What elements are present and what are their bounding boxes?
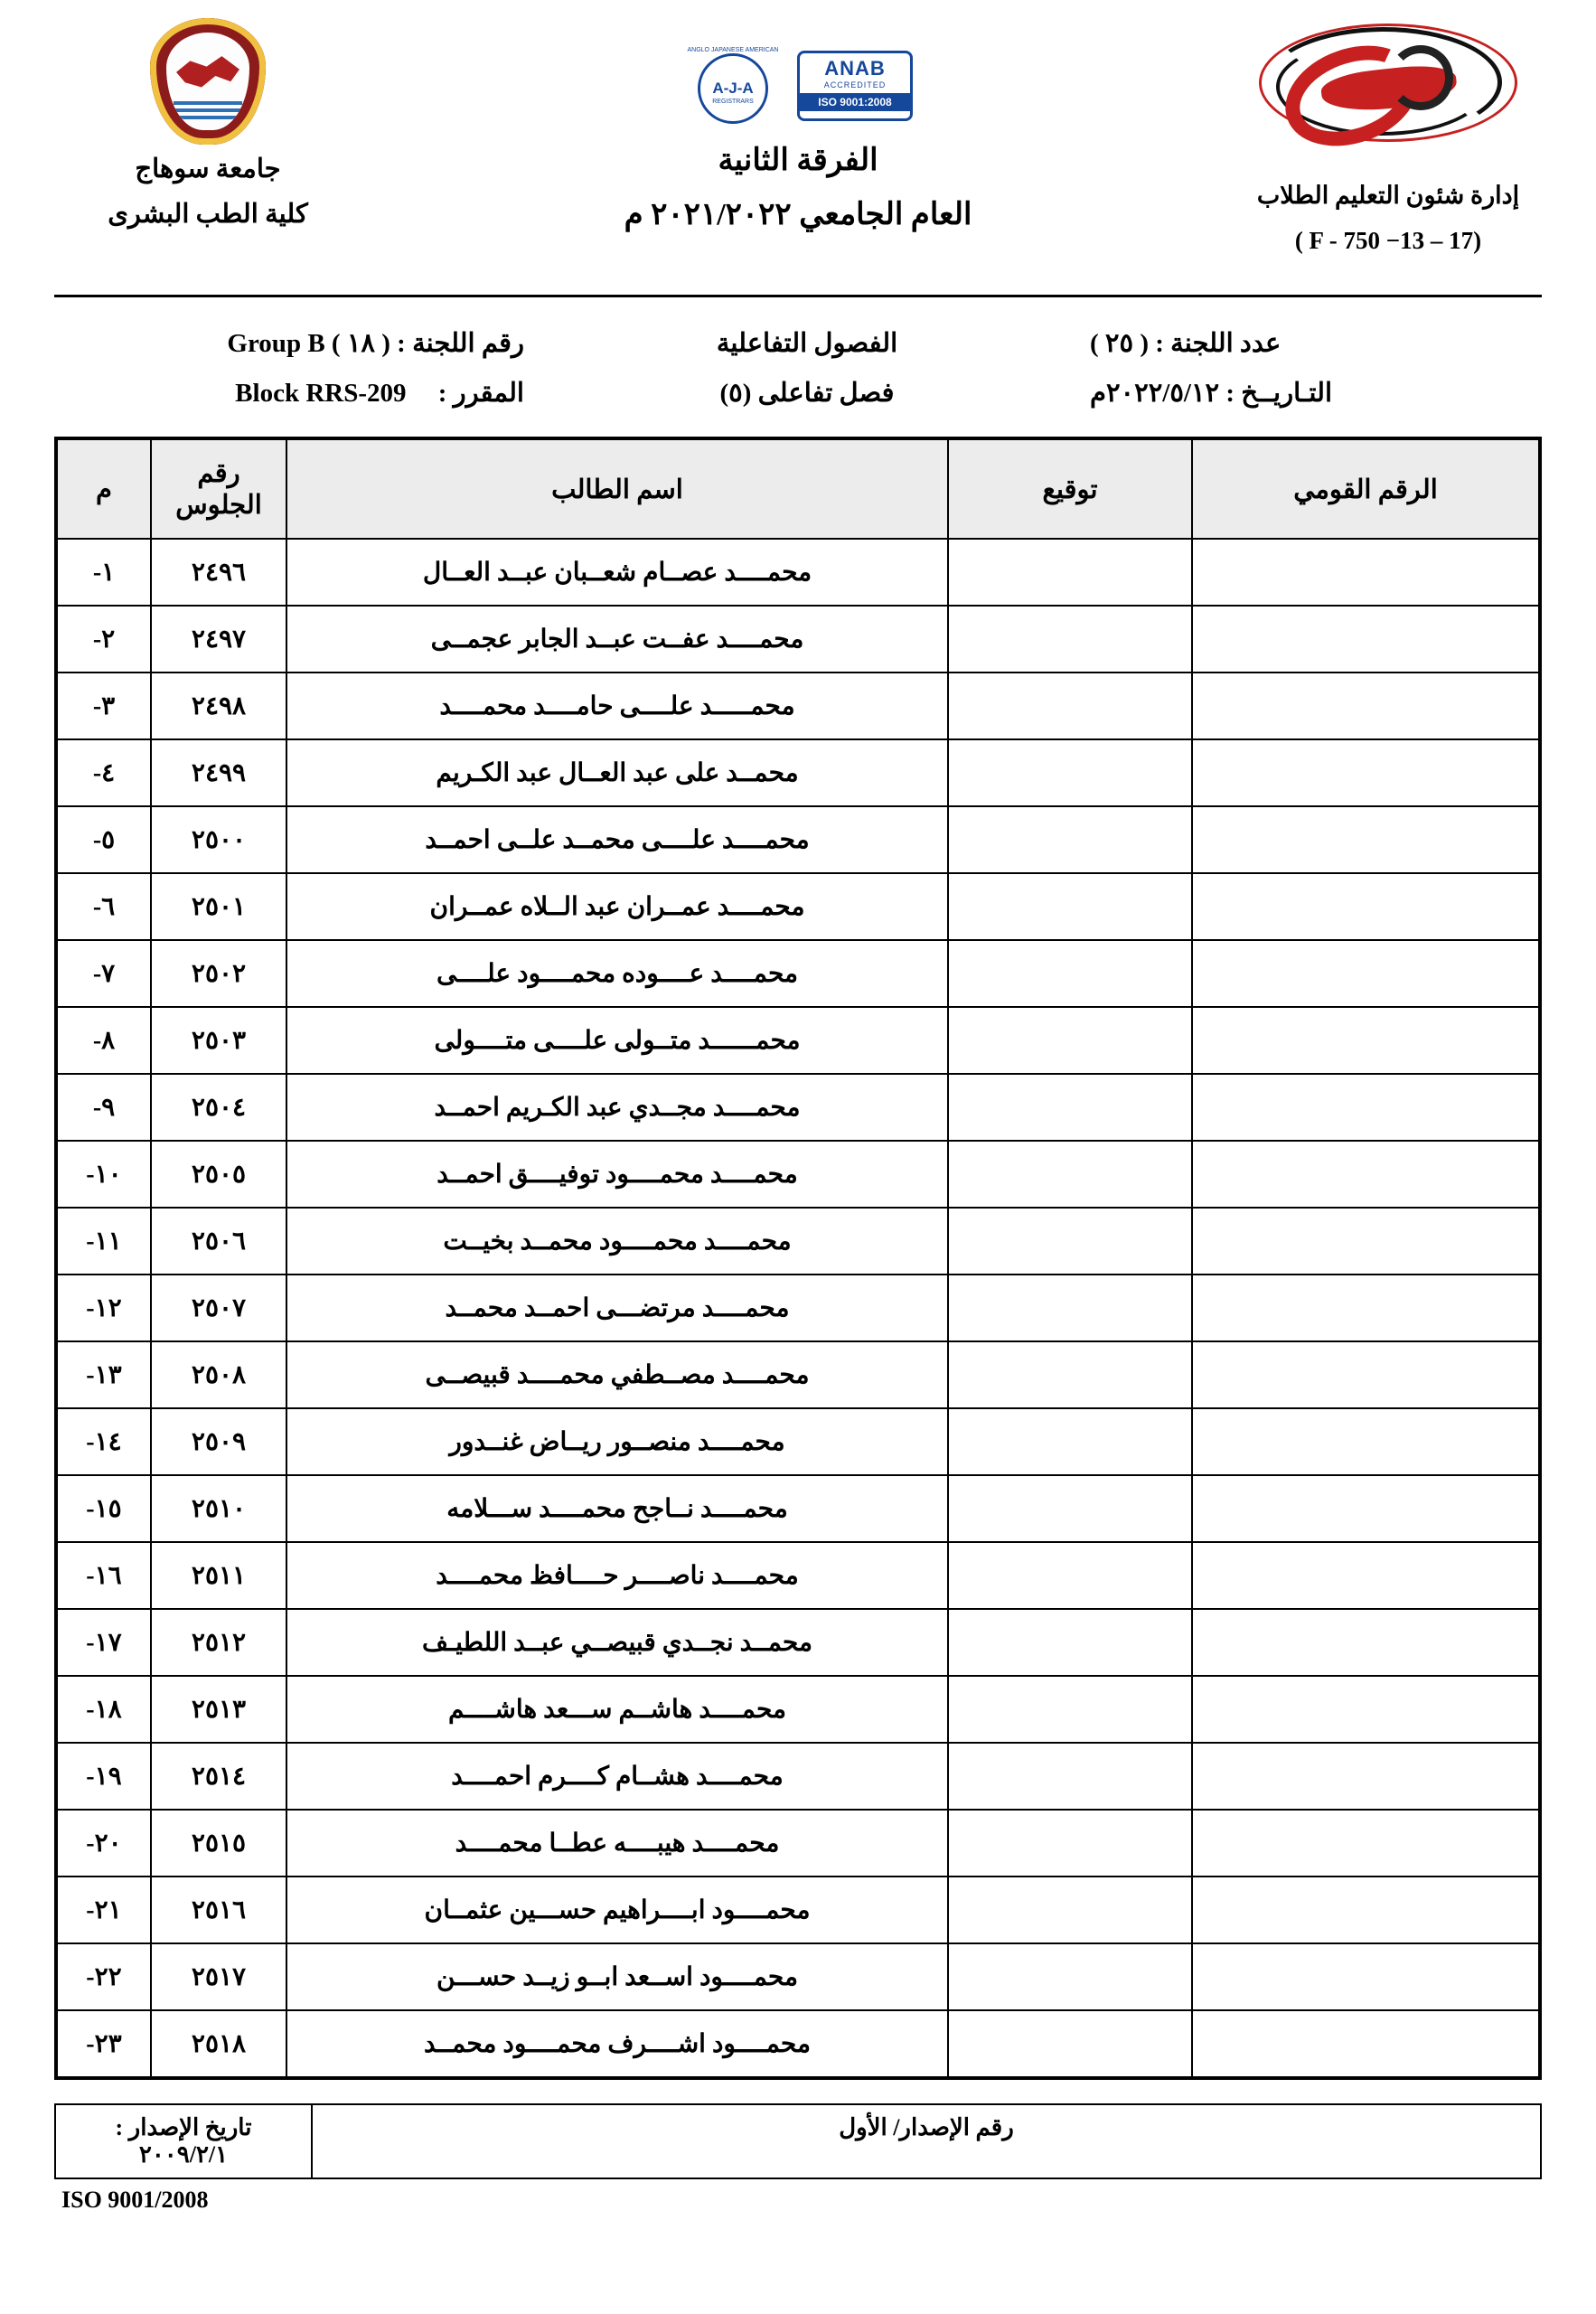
- cell-signature[interactable]: [948, 1676, 1192, 1743]
- cell-student-name: محمــــد محمــــود محمــد بخيــت: [286, 1208, 948, 1275]
- faculty-of-medicine-logo-icon: [1253, 18, 1524, 154]
- cell-signature[interactable]: [948, 873, 1192, 940]
- cell-signature[interactable]: [948, 1275, 1192, 1341]
- aja-badge-caption: ANGLO JAPANESE AMERICAN: [687, 47, 779, 53]
- cell-index: ١٢-: [56, 1275, 151, 1341]
- anab-badge-subtitle: ACCREDITED: [823, 80, 887, 89]
- accreditation-badges: [683, 45, 913, 127]
- cell-signature[interactable]: [948, 1810, 1192, 1877]
- cell-national-id[interactable]: [1192, 1877, 1540, 1943]
- cell-student-name: محمــــد علــــى محمــد علــى احمــد: [286, 806, 948, 873]
- cell-signature[interactable]: [948, 940, 1192, 1007]
- cell-index: ١٣-: [56, 1341, 151, 1408]
- form-code: ( F - 750 −13 – 17): [1294, 226, 1482, 254]
- cell-seat-number: ٢٤٩٧: [151, 606, 286, 673]
- cell-index: ٢-: [56, 606, 151, 673]
- table-row: [56, 1609, 1540, 1676]
- aja-badge-subtitle: REGISTRARS: [712, 99, 754, 105]
- document-footer: [54, 2103, 1542, 2179]
- cell-index: ١٩-: [56, 1743, 151, 1810]
- table-row: [56, 806, 1540, 873]
- cell-seat-number: ٢٥٠٤: [151, 1074, 286, 1141]
- cell-student-name: محمــــد هشــام كــــرم احمــــد: [286, 1743, 948, 1810]
- table-row: [56, 1743, 1540, 1810]
- cell-national-id[interactable]: [1192, 673, 1540, 739]
- cell-signature[interactable]: [948, 1943, 1192, 2010]
- header-right-block: [54, 18, 361, 234]
- cell-national-id[interactable]: [1192, 940, 1540, 1007]
- column-header-index: م: [56, 438, 151, 539]
- students-roster-table: [54, 437, 1542, 2080]
- table-row: [56, 606, 1540, 673]
- cell-seat-number: ٢٥٠١: [151, 873, 286, 940]
- cell-index: ٢٣-: [56, 2010, 151, 2078]
- cell-student-name: محمــــد مصــطفي محمــــد قبيصــى: [286, 1341, 948, 1408]
- cell-seat-number: ٢٥٠٠: [151, 806, 286, 873]
- document-header: [54, 18, 1542, 289]
- info-right-column: [54, 319, 524, 419]
- column-header-signature: توقيع: [948, 438, 1192, 539]
- cell-index: ١٤-: [56, 1408, 151, 1475]
- info-left-column: [1090, 319, 1542, 419]
- table-row: [56, 940, 1540, 1007]
- table-row: [56, 1810, 1540, 1877]
- cell-seat-number: ٢٥١٧: [151, 1943, 286, 2010]
- cell-seat-number: ٢٥١٦: [151, 1877, 286, 1943]
- table-row: [56, 1341, 1540, 1408]
- cell-seat-number: ٢٥١٤: [151, 1743, 286, 1810]
- cell-national-id[interactable]: [1192, 1676, 1540, 1743]
- cell-index: ١٥-: [56, 1475, 151, 1542]
- cell-seat-number: ٢٤٩٨: [151, 673, 286, 739]
- course-code: Block RRS-209: [235, 379, 407, 409]
- committee-number: رقم اللجنة : ( ١٨ ): [331, 329, 524, 358]
- session-detail: فصل تفاعلى (٥): [719, 379, 895, 409]
- cell-student-name: محمــد نجــدي قبيصــي عبــد اللطيـف: [286, 1609, 948, 1676]
- cell-signature[interactable]: [948, 1475, 1192, 1542]
- table-row: [56, 1943, 1540, 2010]
- cell-index: ١٠-: [56, 1141, 151, 1208]
- footer-issue-date: تاريخ الإصدار : ٢٠٠٩/٢/١: [115, 2114, 252, 2168]
- cell-national-id[interactable]: [1192, 539, 1540, 606]
- cell-seat-number: ٢٥١٥: [151, 1810, 286, 1877]
- cell-seat-number: ٢٥١٠: [151, 1475, 286, 1542]
- info-middle-column: [617, 319, 997, 419]
- cell-student-name: محمــــــد متــولى علــــى متــــولى: [286, 1007, 948, 1074]
- cell-student-name: محمــــد ناصــــر حــــافظ محمــــد: [286, 1542, 948, 1609]
- cell-signature[interactable]: [948, 1743, 1192, 1810]
- aja-badge-title: A-J-A: [712, 80, 754, 97]
- cell-student-name: محمــــد هيبــــه عطــا محمــــد: [286, 1810, 948, 1877]
- table-row: [56, 1007, 1540, 1074]
- cell-signature[interactable]: [948, 1408, 1192, 1475]
- cell-signature[interactable]: [948, 1141, 1192, 1208]
- cell-signature[interactable]: [948, 673, 1192, 739]
- cell-index: ٧-: [56, 940, 151, 1007]
- document-title-line1: الفرقة الثانية: [718, 144, 878, 177]
- table-row: [56, 1408, 1540, 1475]
- cell-signature[interactable]: [948, 1877, 1192, 1943]
- cell-signature[interactable]: [948, 1074, 1192, 1141]
- cell-index: ١-: [56, 539, 151, 606]
- document-title-line2: العام الجامعي ٢٠٢١/٢٠٢٢ م: [624, 197, 972, 231]
- cell-signature[interactable]: [948, 1007, 1192, 1074]
- cell-national-id[interactable]: [1192, 806, 1540, 873]
- cell-seat-number: ٢٥١٣: [151, 1676, 286, 1743]
- aja-badge-icon: [683, 45, 783, 127]
- cell-national-id[interactable]: [1192, 606, 1540, 673]
- cell-signature[interactable]: [948, 739, 1192, 806]
- cell-seat-number: ٢٥٠٩: [151, 1408, 286, 1475]
- cell-national-id[interactable]: [1192, 1007, 1540, 1074]
- table-row: [56, 1275, 1540, 1341]
- table-row: [56, 539, 1540, 606]
- university-name: جامعة سوهاج: [135, 155, 281, 183]
- cell-index: ٦-: [56, 873, 151, 940]
- cell-index: ٥-: [56, 806, 151, 873]
- cell-national-id[interactable]: [1192, 1341, 1540, 1408]
- table-row: [56, 873, 1540, 940]
- cell-index: ٩-: [56, 1074, 151, 1141]
- table-row: [56, 1208, 1540, 1275]
- cell-national-id[interactable]: [1192, 1074, 1540, 1141]
- table-row: [56, 1542, 1540, 1609]
- table-row: [56, 1074, 1540, 1141]
- anab-badge-title: ANAB: [824, 57, 886, 80]
- cell-seat-number: ٢٤٩٦: [151, 539, 286, 606]
- cell-signature[interactable]: [948, 1208, 1192, 1275]
- cell-index: ١٧-: [56, 1609, 151, 1676]
- table-row: [56, 1877, 1540, 1943]
- header-center-block: [361, 18, 1235, 241]
- cell-student-name: محمــــد مجــدي عبد الكـريم احمــد: [286, 1074, 948, 1141]
- header-divider: [54, 295, 1542, 297]
- course-label: المقرر :: [437, 379, 524, 409]
- cell-seat-number: ٢٥٠٦: [151, 1208, 286, 1275]
- cell-signature[interactable]: [948, 606, 1192, 673]
- cell-national-id[interactable]: [1192, 1743, 1540, 1810]
- cell-index: ٢١-: [56, 1877, 151, 1943]
- cell-student-name: محمــــد عفــت عبــد الجابر عجمــى: [286, 606, 948, 673]
- committee-count: عدد اللجنة : ( ٢٥ ): [1090, 329, 1281, 358]
- cell-seat-number: ٢٥١٢: [151, 1609, 286, 1676]
- cell-seat-number: ٢٥٠٣: [151, 1007, 286, 1074]
- cell-index: ١٦-: [56, 1542, 151, 1609]
- cell-index: ٢٢-: [56, 1943, 151, 2010]
- cell-student-name: محمــــد نــاجح محمــــد ســـلامه: [286, 1475, 948, 1542]
- cell-national-id[interactable]: [1192, 1275, 1540, 1341]
- cell-student-name: محمــــد عصــام شعــبان عبــد العــال: [286, 539, 948, 606]
- cell-index: ١٨-: [56, 1676, 151, 1743]
- cell-national-id[interactable]: [1192, 1609, 1540, 1676]
- header-left-block: [1235, 18, 1542, 255]
- table-row: [56, 673, 1540, 739]
- cell-national-id[interactable]: [1192, 873, 1540, 940]
- anab-badge-iso: ISO 9001:2008: [800, 93, 910, 111]
- footer-iso-code: ISO 9001/2008: [61, 2187, 209, 2214]
- column-header-national-id: الرقم القومي: [1192, 438, 1540, 539]
- table-header-row: [56, 438, 1540, 539]
- cell-national-id[interactable]: [1192, 1408, 1540, 1475]
- cell-student-name: محمــــد مرتضـــى احمــد محمــد: [286, 1275, 948, 1341]
- cell-student-name: محمــــود ابــــراهيم حســـين عثمــان: [286, 1877, 948, 1943]
- cell-signature[interactable]: [948, 539, 1192, 606]
- cell-student-name: محمــــد عمــران عبد الــلاه عمــران: [286, 873, 948, 940]
- cell-seat-number: ٢٥٠٨: [151, 1341, 286, 1408]
- cell-student-name: محمــــود اســعد ابــو زيــد حســـن: [286, 1943, 948, 2010]
- column-header-seat-number: رقم الجلوس: [151, 438, 286, 539]
- cell-index: ٢٠-: [56, 1810, 151, 1877]
- cell-national-id[interactable]: [1192, 1141, 1540, 1208]
- cell-seat-number: ٢٤٩٩: [151, 739, 286, 806]
- cell-student-name: محمــد على عبد العــال عبد الكـريم: [286, 739, 948, 806]
- cell-signature[interactable]: [948, 1609, 1192, 1676]
- cell-national-id[interactable]: [1192, 1208, 1540, 1275]
- anab-badge-icon: [797, 51, 913, 121]
- cell-student-name: محمــــد منصــور ريــاض غنــدور: [286, 1408, 948, 1475]
- cell-seat-number: ٢٥١٨: [151, 2010, 286, 2078]
- exam-info-block: [54, 319, 1542, 419]
- cell-student-name: محمــــد محمــــود توفيــــق احمــد: [286, 1141, 948, 1208]
- footer-issue-number: رقم الإصدار/ الأول: [311, 2105, 1540, 2178]
- cell-signature[interactable]: [948, 1542, 1192, 1609]
- cell-national-id[interactable]: [1192, 1475, 1540, 1542]
- cell-seat-number: ٢٥٠٧: [151, 1275, 286, 1341]
- cell-national-id[interactable]: [1192, 1810, 1540, 1877]
- table-body: [56, 539, 1540, 2078]
- cell-signature[interactable]: [948, 806, 1192, 873]
- cell-seat-number: ٢٥٠٥: [151, 1141, 286, 1208]
- group-label: Group B: [227, 329, 325, 358]
- cell-student-name: محمــــود اشــــرف محمــــود محمــد: [286, 2010, 948, 2078]
- table-row: [56, 2010, 1540, 2078]
- cell-seat-number: ٢٥٠٢: [151, 940, 286, 1007]
- exam-date: التـاريــخ : ٢٠٢٢/٥/١٢م: [1090, 379, 1333, 409]
- cell-national-id[interactable]: [1192, 1943, 1540, 2010]
- faculty-name: كلية الطب البشرى: [108, 199, 308, 229]
- admin-department-name: إدارة شئون التعليم الطلاب: [1256, 182, 1520, 209]
- cell-student-name: محمــــد عــــوده محمــــود علــــى: [286, 940, 948, 1007]
- cell-student-name: محمــــد هاشــم ســـعد هاشــــم: [286, 1676, 948, 1743]
- column-header-student-name: اسم الطالب: [286, 438, 948, 539]
- cell-signature[interactable]: [948, 1341, 1192, 1408]
- cell-index: ٨-: [56, 1007, 151, 1074]
- cell-national-id[interactable]: [1192, 2010, 1540, 2078]
- cell-index: ١١-: [56, 1208, 151, 1275]
- cell-index: ٣-: [56, 673, 151, 739]
- cell-national-id[interactable]: [1192, 1542, 1540, 1609]
- cell-national-id[interactable]: [1192, 739, 1540, 806]
- cell-seat-number: ٢٥١١: [151, 1542, 286, 1609]
- sohag-university-logo-icon: [129, 18, 287, 145]
- table-row: [56, 739, 1540, 806]
- session-type: الفصول التفاعلية: [716, 329, 898, 358]
- cell-student-name: محمـــــد علــــى حامــــد محمــــد: [286, 673, 948, 739]
- table-row: [56, 1475, 1540, 1542]
- table-row: [56, 1676, 1540, 1743]
- cell-signature[interactable]: [948, 2010, 1192, 2078]
- cell-index: ٤-: [56, 739, 151, 806]
- table-row: [56, 1141, 1540, 1208]
